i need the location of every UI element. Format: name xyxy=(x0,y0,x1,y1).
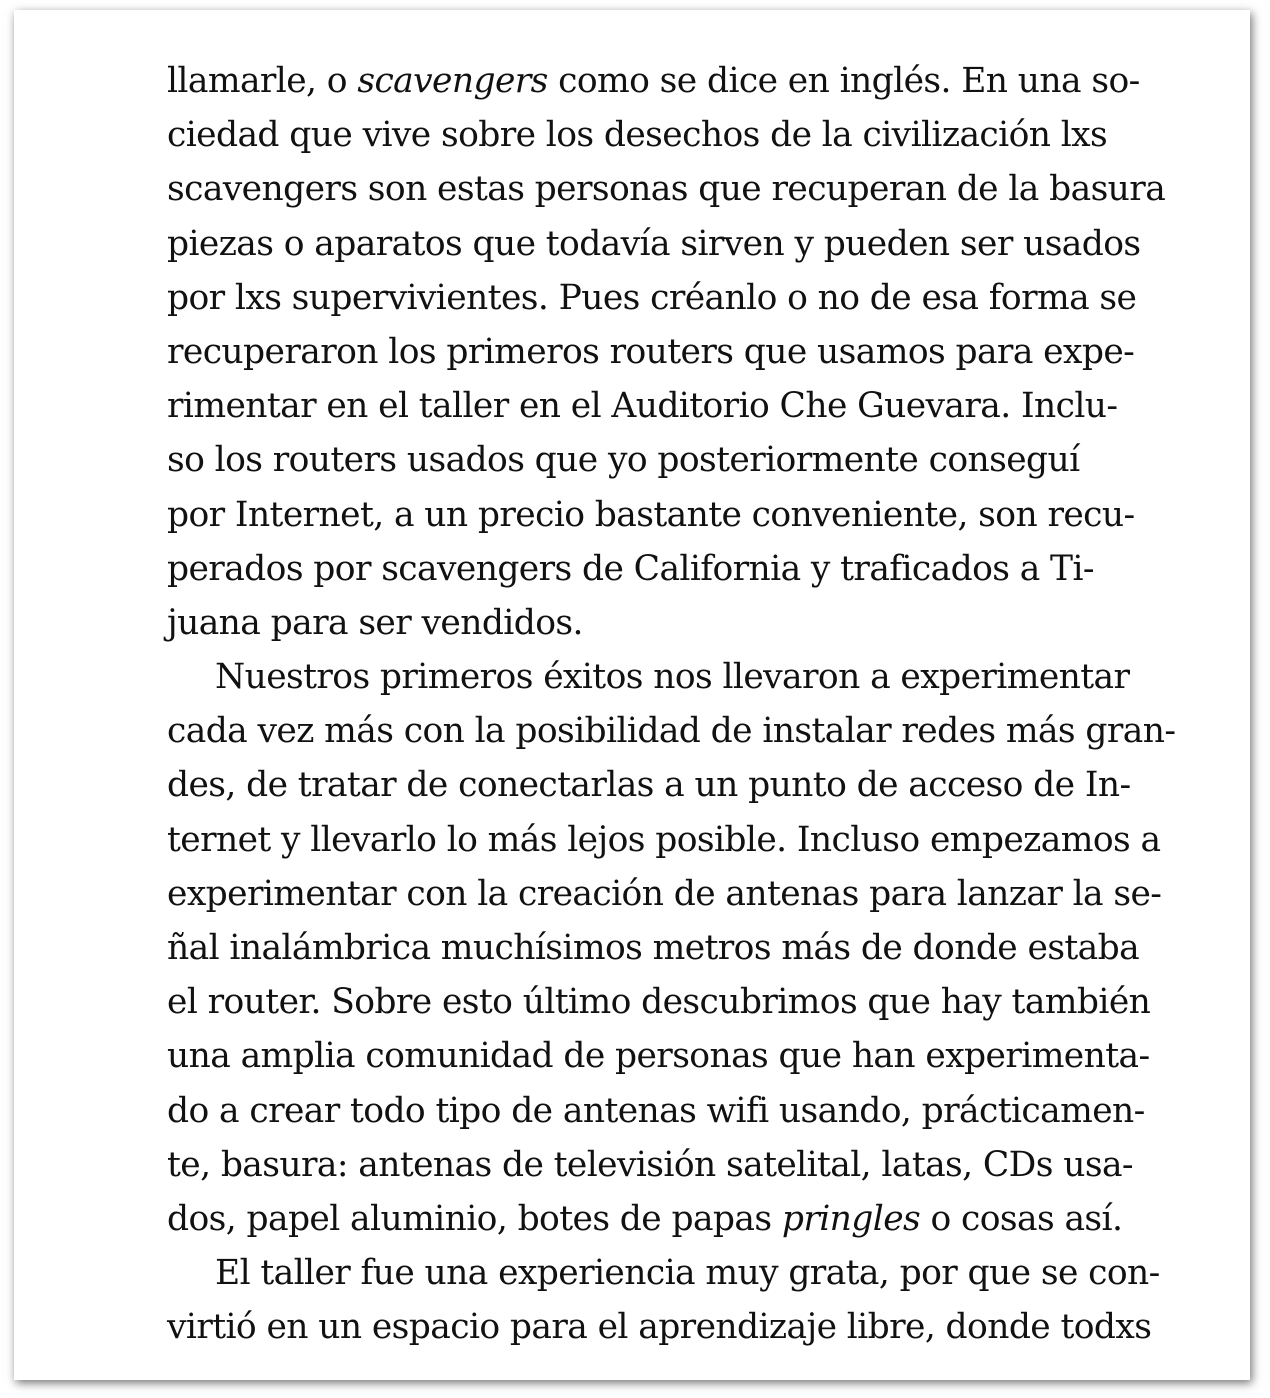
book-page xyxy=(14,10,1250,1380)
text-run: dos, papel aluminio, botes de papas xyxy=(167,1198,782,1239)
paragraph xyxy=(167,1246,1160,1354)
text-line xyxy=(167,758,1131,812)
text-line xyxy=(167,108,1108,162)
text-run: una amplia comunidad de personas que han experimenta- xyxy=(167,1036,1150,1077)
text-run: juana para ser vendidos. xyxy=(167,602,583,643)
text-line xyxy=(167,1192,1123,1246)
text-line xyxy=(167,975,1151,1029)
text-line xyxy=(167,704,1176,758)
text-line xyxy=(167,650,1130,704)
text-run: Nuestros primeros éxitos nos llevaron a experimentar xyxy=(215,657,1130,698)
text-line xyxy=(167,162,1166,216)
text-line xyxy=(167,54,1140,108)
text-run: ciedad que vive sobre los desechos de la civilización lxs xyxy=(167,115,1108,156)
text-run: por lxs supervivientes. Pues créanlo o no de esa forma se xyxy=(167,277,1137,318)
text-run: virtió en un espacio para el aprendizaje libre, donde todxs xyxy=(167,1307,1152,1348)
text-run: ñal inalámbrica muchísimos metros más de donde estaba xyxy=(167,928,1140,968)
text-run: perados por scavengers de California y traficados a Ti- xyxy=(167,548,1094,589)
text-run: do a crear todo tipo de antenas wifi usando, prácticamen- xyxy=(167,1090,1145,1131)
text-line xyxy=(167,488,1135,542)
text-run: experimentar con la creación de antenas para lanzar la se- xyxy=(167,873,1162,914)
text-run: como se dice en inglés. En una so- xyxy=(547,61,1140,101)
text-line xyxy=(167,1084,1145,1138)
paragraph xyxy=(167,650,1176,1246)
italic-term: pringles xyxy=(781,1198,921,1239)
text-run: El taller fue una experiencia muy grata, por que se con- xyxy=(215,1253,1160,1294)
text-run: ternet y llevarlo lo más lejos posible. Incluso empezamos a xyxy=(167,819,1161,860)
text-run: so los routers usados que yo posteriormente conseguí xyxy=(167,440,1080,481)
text-line xyxy=(167,596,1063,650)
text-line xyxy=(167,325,1135,379)
text-line xyxy=(167,1300,1152,1354)
text-run: te, basura: antenas de televisión satelital, latas, CDs usa- xyxy=(167,1144,1133,1185)
text-run: rimentar en el taller en el Auditorio Che Guevara. Inclu- xyxy=(167,386,1118,427)
text-line xyxy=(167,813,1161,867)
text-line xyxy=(167,271,1137,325)
page-body-text xyxy=(167,54,1176,1355)
text-line xyxy=(167,542,1094,596)
text-line xyxy=(167,1138,1133,1192)
text-run: o cosas así. xyxy=(920,1198,1123,1239)
text-run: des, de tratar de conectarlas a un punto de acceso de In- xyxy=(167,765,1131,806)
text-line xyxy=(167,1029,1150,1083)
text-run: recuperaron los primeros routers que usamos para expe- xyxy=(167,331,1135,372)
text-line xyxy=(167,379,1118,433)
text-run: piezas o aparatos que todavía sirven y pueden ser usados xyxy=(167,223,1141,264)
text-line xyxy=(167,433,1080,487)
text-line xyxy=(167,1246,1160,1300)
paragraph xyxy=(167,54,1166,650)
text-run: cada vez más con la posibilidad de instalar redes más gran- xyxy=(167,711,1176,752)
italic-term: scavengers xyxy=(357,61,548,101)
text-run: el router. Sobre esto último descubrimos que hay también xyxy=(167,982,1151,1023)
text-line xyxy=(167,217,1141,271)
text-run: llamarle, o xyxy=(167,61,358,101)
text-line xyxy=(167,921,1140,975)
text-run: por Internet, a un precio bastante conveniente, son recu- xyxy=(167,494,1135,535)
text-line xyxy=(167,867,1162,921)
text-run: scavengers son estas personas que recuperan de la basura xyxy=(167,169,1166,210)
